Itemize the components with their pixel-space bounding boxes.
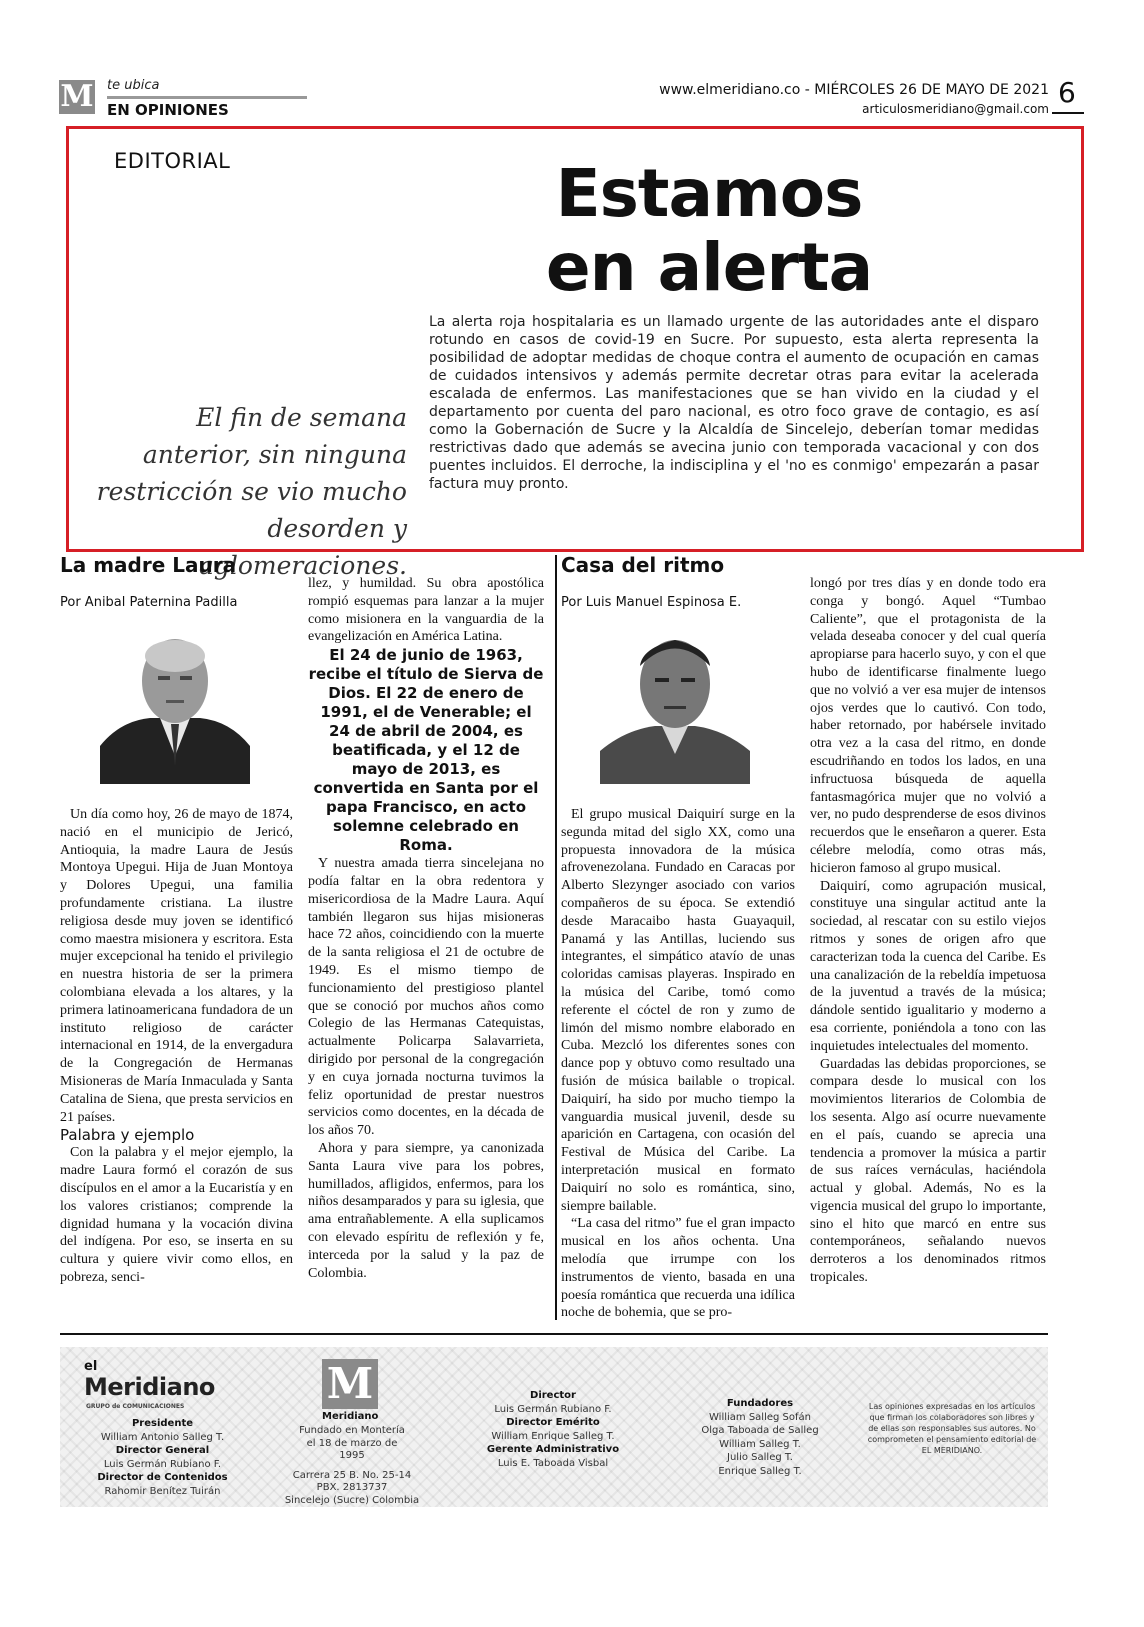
publication-line[interactable]: www.elmeridiano.co - MIÉRCOLES 26 DE MAYO DE 2021	[659, 82, 1049, 98]
article-column	[60, 806, 293, 1287]
section-name: EN OPINIONES	[107, 101, 229, 119]
founder-name: William Salleg T.	[719, 1438, 801, 1450]
article-column	[810, 575, 1046, 1287]
paragraph: Daiquirí, como agrupación musical, constituye una singular actitud ante la sociedad, al rescatar con su estilo viejos ritmos y sones de origen afro que caracterizan toda la cuenca del Caribe. Es una canalización de la rebeldía impetuosa de la juventud a través de la música; dándole sentido igualitario y moderno a esa corriente, poniéndola a tono con las inquietudes intelectuales del momento.	[810, 878, 1046, 1054]
founder-name: Julio Salleg T.	[727, 1452, 793, 1463]
staff-role: Presidente	[131, 1418, 194, 1429]
editorial-title	[449, 157, 969, 305]
section-tag: te ubica	[107, 78, 160, 93]
paragraph: Ahora y para siempre, ya canonizada Santa Laura vive para los pobres, humillados, afligidos, enfermos, para los niños desamparados y para su iglesia, que ama entrañablemente. A ella suplicamos con elevado espíritu de reflexión y fe, interceda por la salud y la paz de Colombia.	[308, 1140, 544, 1281]
staff-role: Director Emérito	[506, 1417, 600, 1428]
author-photo	[100, 626, 250, 784]
publication-email[interactable]: articulosmeridiano@gmail.com	[862, 102, 1049, 116]
address-text: Carrera 25 B. No. 25-14	[292, 1469, 412, 1481]
founder-name: William Salleg Sofán	[709, 1411, 811, 1423]
staff-role: Director de Contenidos	[97, 1472, 228, 1483]
brand-logo: Meridiano	[84, 1373, 215, 1401]
editorial-title-line1: Estamos	[555, 155, 863, 232]
staff-name: William Enrique Salleg T.	[491, 1430, 615, 1442]
paragraph: Y nuestra amada tierra sincelejana no podía faltar en la obra redentora y misericordiosa de la Madre Laura. Aquí también llegaron sus hijas misioneras hace 72 años, coincidiendo con la muerte de la santa religiosa el 21 de octubre de 1949. Es el mismo tiempo de funcionamiento del prestigioso plantel que se conoció por muchos años como Colegio de las Hermanas Catequistas, actualmente Policarpa Salavarrieta, dirigido por personal de la congregación y en cuya jornada nocturna tuvimos la feliz oportunidad de prestar nuestros servicios como docentes, en la década de los años 70.	[308, 856, 544, 1139]
author-photo	[600, 626, 750, 784]
paragraph: Un día como hoy, 26 de mayo de 1874, nació en el municipio de Jericó, Antioquia, la madre Laura de Jesús Montoya Upegui. Hija de Juan Montoya y Dolores Upegui, una familia profundamente cristiana. La ilustre religiosa desde muy joven se identificó como maestra misionera y escritora. Esta mujer excepcional ha tenido el privilegio en nuestra historia de ser la primera colombiana elevada a los altares, y la primera latinoamericana fundadora de un instituto religioso de carácter internacional en 1914, de la envergadura de la Congregación de Hermanas Misioneras de María Inmaculada y Santa Catalina de Siena, que presta servicios en 21 países.	[60, 807, 293, 1125]
staff-name: William Antonio Salleg T.	[100, 1431, 225, 1443]
section-rule	[107, 96, 307, 99]
brand-prefix: el	[84, 1359, 98, 1374]
paragraph: Guardadas las debidas proporciones, se compara desde lo musical con los movimientos literarios de Colombia de los sesenta. Algo así ocurre nuevamente en el país, cuando se aprecia una tendencia a promover la música a partir de sus raíces vernáculas, haciéndola actual y global. Además, No es la vigencia musical del grupo lo importante, sino el hito que marcó en entre sus contemporáneos, señalando nuevos derroteros a los denominados ritmos tropicales.	[810, 1056, 1046, 1286]
paragraph: Con la palabra y el mejor ejemplo, la madre Laura formó el corazón de sus discípulos en el amor a la Eucaristía y en los valores cristianos; comprende la dignidad humana y la vocación divina del indígena. Por eso, se inserta en su cultura y quiere vivir como ellos, en pobreza, senci-	[60, 1145, 293, 1285]
staff-role: Director	[530, 1390, 576, 1401]
column-divider	[555, 555, 557, 1320]
brand-subtitle: GRUPO de COMUNICACIONES	[86, 1403, 185, 1410]
footer-rule	[60, 1333, 1048, 1335]
staff-role: Director General	[115, 1445, 210, 1456]
founding-block	[282, 1425, 422, 1507]
staff-name: Luis E. Taboada Visbal	[497, 1457, 609, 1469]
founder-name: Olga Taboada de Salleg	[701, 1425, 819, 1436]
paragraph: El grupo musical Daiquirí surge en la segunda mitad del siglo XX, como una propuesta innovadora de la música afrovenezolana. Fundado en Caracas por Alberto Slezynger asociado con varios compañeros de su época. Se extendió desde Maracaibo hasta Guayaquil, Panamá y las Antillas, luciendo sus integrantes, el simpático atavío de unas coloridas camisas playeras. Inspirado en la música del Caribe, tomó como referente el cóctel de ron y zumo de limón del mismo nombre elaborado en Cuba. Mezcló los diferentes sones con dance pop y obtuvo como resultado una fusión de música bailable o tropical. Daiquirí, ha sido por mucho tiempo la vanguardia musical juvenil, desde su aparición en Cartagena, con ocasión del Festival de Música del Caribe. La interpretación musical en formato Daiquirí no solo es romántica, sino, siempre bailable.	[561, 807, 795, 1214]
staff-name: Luis Germán Rubiano F.	[494, 1403, 612, 1415]
founder-name: Enrique Salleg T.	[718, 1465, 802, 1477]
editorial-body: La alerta roja hospitalaria es un llamado urgente de las autoridades ante el disparo rotundo en casos de covid-19 en Sucre. Por supuesto, esta alerta representa la posibilidad de adoptar medidas de choque contra el aumento de ocupación en camas de cuidados intensivos y además permite decretar otras para evitar la acelerada escalada de enfermos. Las manifestaciones que se han vivido en la ciudad y el departamento por cuenta del paro nacional, es otro foco grave de contagio, es así como la Gobernación de Sucre y la Alcaldía de Sincelejo, deberían tomar medidas restrictivas dado que además se avecina junio con temporada vacacional y con dos puentes incluidos. El derroche, la indisciplina y el 'no es conmigo' empezarán a pasar factura muy pronto.	[429, 314, 1039, 492]
article-title: Casa del ritmo	[561, 553, 725, 577]
paragraph: llez, y humildad. Su obra apostólica rompió esquemas para lanzar a la mujer como misionera en la vanguardia de la evangelización en América Latina.	[308, 576, 544, 645]
paragraph: longó por tres días y en donde todo era conga y bongó. Aquel “Tumbao Caliente”, que el protagonista de la velada deseaba conocer y del cual quería apropiarse para hacerlo suyo, y con el que hubo de identificarse finalmente luego que no volvió a ver esa mujer de intensos ojos verdes que lo cautivó. Con todo, haber retornado, por habérsele invitado otra vez a la casa del ritmo, en donde escudriñando en todos los lados, en una infructuosa búsqueda de aquella fantasmagórica mujer que no volvió a ver, no pudo desprenderse de esos divinos recuerdos que le enseñaron a querer. Esta célebre melodía, como otras más, hicieron famoso al grupo musical.	[810, 576, 1046, 876]
founders-block	[685, 1397, 835, 1478]
staff-name: Rahomir Benítez Tuirán	[104, 1485, 221, 1497]
article-column	[561, 806, 795, 1322]
article-byline: Por Anibal Paternina Padilla	[60, 595, 238, 610]
paragraph: “La casa del ritmo” fue el gran impacto musical en los años ochenta. Una melodía que irrumpe con los instrumentos de viento, basada en una poesía romántica que recuerda una idílica noche de bohemia, que se pro-	[561, 1216, 795, 1321]
article-byline: Por Luis Manuel Espinosa E.	[561, 595, 742, 610]
logo-icon: M	[60, 79, 94, 114]
editorial-quote: El fin de semana anterior, sin ninguna restricción se vio mucho desorden y aglomeraciones.	[96, 403, 407, 580]
article-column	[308, 575, 544, 1282]
phone-text: PBX. 2813737	[316, 1482, 388, 1493]
staff-role: Gerente Administrativo	[486, 1444, 620, 1455]
staff-block	[478, 1389, 628, 1470]
article-subhead: Palabra y ejemplo	[60, 1126, 195, 1145]
city-text: Sincelejo (Sucre) Colombia	[284, 1494, 420, 1506]
footer-logo-icon: M	[322, 1359, 378, 1409]
page-number: 6	[1058, 76, 1076, 109]
disclaimer-note: Las opiniones expresadas en los artículos que firman los colaboradores son libres y de ellas son responsables sus autores. No comprometen el pensamiento editorial de EL MERIDIANO.	[867, 1402, 1037, 1455]
founders-role: Fundadores	[726, 1398, 794, 1409]
article-title: La madre Laura	[60, 553, 237, 577]
pull-quote: El 24 de junio de 1963, recibe el título de Sierva de Dios. El 22 de enero de 1991, el de Venerable; el 24 de abril de 2004, es beatificada, y el 12 de mayo de 2013, es convertida en Santa por el papa Francisco, en acto solemne celebrado en Roma.	[308, 646, 544, 855]
masthead-footer	[60, 1347, 1048, 1507]
editorial-title-line2: en alerta	[545, 229, 873, 306]
staff-block	[80, 1417, 245, 1498]
editorial-label: EDITORIAL	[114, 149, 231, 173]
footer-logo-name: Meridiano	[322, 1411, 379, 1422]
staff-name: Luis Germán Rubiano F.	[103, 1458, 222, 1470]
page-number-rule	[1052, 112, 1084, 114]
founded-text: Fundado en Montería el 18 de marzo de 1995	[299, 1425, 405, 1461]
